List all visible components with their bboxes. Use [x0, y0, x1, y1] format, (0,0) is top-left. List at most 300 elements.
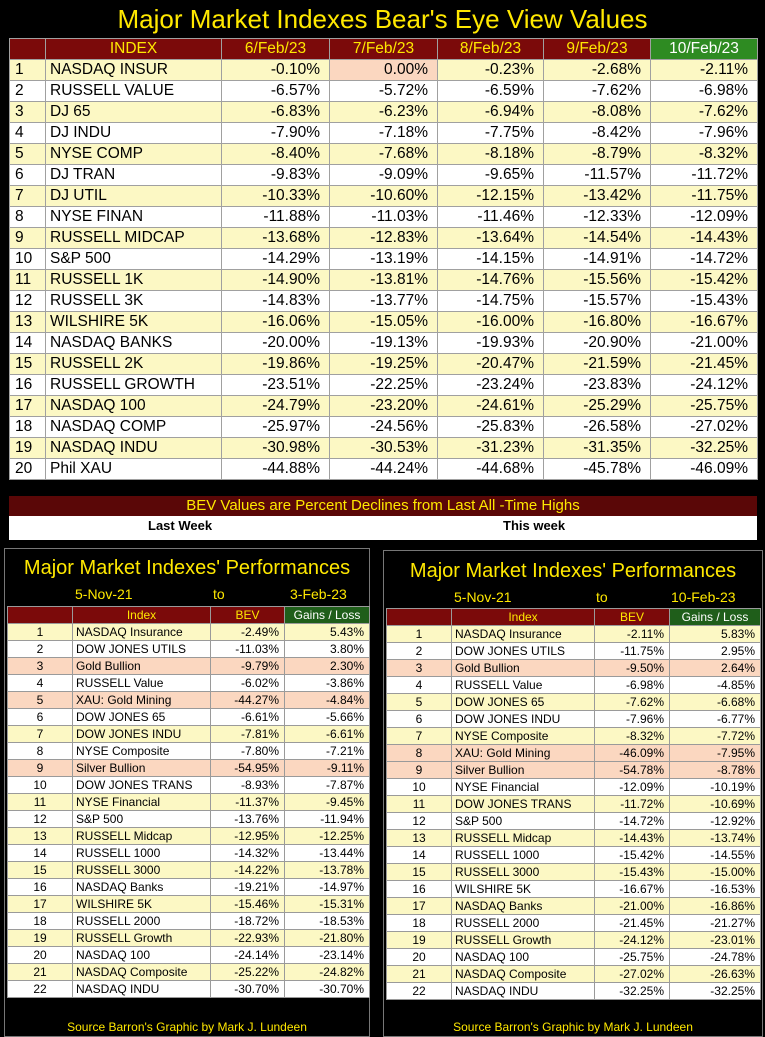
left-to-date: 3-Feb-23	[290, 586, 347, 602]
value-cell: -15.57%	[544, 291, 651, 312]
value-cell: -14.15%	[438, 249, 544, 270]
table-row	[10, 123, 758, 144]
column-header: INDEX	[46, 39, 222, 60]
value-cell: -21.59%	[544, 354, 651, 375]
rank-cell: 7	[10, 186, 46, 207]
table-row	[387, 677, 761, 694]
value-cell: -44.27%	[211, 692, 285, 709]
value-cell: -11.72%	[595, 796, 670, 813]
rank-cell: 4	[10, 123, 46, 144]
value-cell: -14.75%	[438, 291, 544, 312]
table-row	[10, 228, 758, 249]
value-cell: -26.63%	[670, 966, 761, 983]
value-cell: -20.90%	[544, 333, 651, 354]
table-row	[387, 762, 761, 779]
value-cell: -11.72%	[651, 165, 758, 186]
value-cell: -14.32%	[211, 845, 285, 862]
index-name-cell: RUSSELL Growth	[73, 930, 211, 947]
rank-cell: 19	[387, 932, 452, 949]
value-cell: -13.76%	[211, 811, 285, 828]
table-row	[387, 813, 761, 830]
value-cell: -24.61%	[438, 396, 544, 417]
this-week-label: This week	[503, 518, 566, 533]
index-name-cell: NASDAQ Composite	[73, 964, 211, 981]
table-row	[387, 694, 761, 711]
table-row	[10, 459, 758, 480]
table-row	[10, 144, 758, 165]
value-cell: -8.32%	[651, 144, 758, 165]
week-labels	[9, 516, 757, 540]
rank-cell: 21	[8, 964, 73, 981]
column-header: 9/Feb/23	[544, 39, 651, 60]
value-cell: -31.23%	[438, 438, 544, 459]
index-name-cell: RUSSELL 3000	[452, 864, 595, 881]
table-row	[10, 438, 758, 459]
value-cell: -8.78%	[670, 762, 761, 779]
index-name-cell: XAU: Gold Mining	[73, 692, 211, 709]
value-cell: -26.58%	[544, 417, 651, 438]
value-cell: -12.09%	[595, 779, 670, 796]
rank-cell: 20	[387, 949, 452, 966]
index-name-cell: DOW JONES INDU	[452, 711, 595, 728]
value-cell: -12.95%	[211, 828, 285, 845]
value-cell: -25.29%	[544, 396, 651, 417]
index-name-cell: DJ 65	[46, 102, 222, 123]
table-row	[387, 711, 761, 728]
rank-cell: 6	[10, 165, 46, 186]
rank-cell: 11	[10, 270, 46, 291]
rank-cell: 19	[10, 438, 46, 459]
value-cell: -24.12%	[651, 375, 758, 396]
index-name-cell: RUSSELL VALUE	[46, 81, 222, 102]
left-performance-table	[7, 606, 370, 998]
rank-cell: 15	[387, 864, 452, 881]
value-cell: -13.68%	[222, 228, 330, 249]
index-name-cell: RUSSELL 2K	[46, 354, 222, 375]
value-cell: -11.57%	[544, 165, 651, 186]
value-cell: -20.00%	[222, 333, 330, 354]
index-name-cell: NASDAQ INSUR	[46, 60, 222, 81]
value-cell: -24.79%	[222, 396, 330, 417]
value-cell: -5.72%	[330, 81, 438, 102]
value-cell: -6.23%	[330, 102, 438, 123]
column-header: Gains / Loss	[670, 609, 761, 626]
value-cell: -31.35%	[544, 438, 651, 459]
index-name-cell: NYSE Financial	[73, 794, 211, 811]
value-cell: -12.15%	[438, 186, 544, 207]
index-name-cell: NYSE COMP	[46, 144, 222, 165]
value-cell: -7.96%	[651, 123, 758, 144]
value-cell: -14.29%	[222, 249, 330, 270]
value-cell: -16.00%	[438, 312, 544, 333]
rank-cell: 12	[8, 811, 73, 828]
value-cell: -7.95%	[670, 745, 761, 762]
index-name-cell: RUSSELL 2000	[452, 915, 595, 932]
rank-cell: 3	[387, 660, 452, 677]
rank-cell: 3	[10, 102, 46, 123]
value-cell: -15.42%	[595, 847, 670, 864]
index-name-cell: NASDAQ Banks	[452, 898, 595, 915]
value-cell: -9.83%	[222, 165, 330, 186]
table-row	[387, 932, 761, 949]
value-cell: 2.95%	[670, 643, 761, 660]
value-cell: -4.85%	[670, 677, 761, 694]
value-cell: -15.56%	[544, 270, 651, 291]
table-row	[8, 743, 370, 760]
value-cell: -13.74%	[670, 830, 761, 847]
value-cell: -2.11%	[595, 626, 670, 643]
value-cell: -14.72%	[595, 813, 670, 830]
value-cell: -15.42%	[651, 270, 758, 291]
rank-cell: 6	[387, 711, 452, 728]
index-name-cell: RUSSELL 3000	[73, 862, 211, 879]
value-cell: -19.13%	[330, 333, 438, 354]
rank-cell: 22	[387, 983, 452, 1000]
index-name-cell: Gold Bullion	[452, 660, 595, 677]
value-cell: -23.14%	[285, 947, 370, 964]
value-cell: -13.44%	[285, 845, 370, 862]
rank-cell: 10	[10, 249, 46, 270]
rank-cell: 8	[387, 745, 452, 762]
index-name-cell: Silver Bullion	[452, 762, 595, 779]
value-cell: -8.40%	[222, 144, 330, 165]
value-cell: -7.62%	[651, 102, 758, 123]
value-cell: -14.76%	[438, 270, 544, 291]
value-cell: 0.00%	[330, 60, 438, 81]
value-cell: 5.43%	[285, 624, 370, 641]
index-name-cell: RUSSELL 2000	[73, 913, 211, 930]
value-cell: -19.25%	[330, 354, 438, 375]
left-to-word: to	[213, 586, 225, 602]
value-cell: -21.27%	[670, 915, 761, 932]
value-cell: -14.83%	[222, 291, 330, 312]
rank-cell: 6	[8, 709, 73, 726]
value-cell: -46.09%	[595, 745, 670, 762]
rank-cell: 17	[8, 896, 73, 913]
value-cell: -24.82%	[285, 964, 370, 981]
value-cell: -45.78%	[544, 459, 651, 480]
value-cell: -30.53%	[330, 438, 438, 459]
table-row	[8, 675, 370, 692]
column-header: Index	[73, 607, 211, 624]
value-cell: -9.45%	[285, 794, 370, 811]
index-name-cell: RUSSELL GROWTH	[46, 375, 222, 396]
index-name-cell: RUSSELL 3K	[46, 291, 222, 312]
table-row	[387, 830, 761, 847]
value-cell: -16.06%	[222, 312, 330, 333]
table-row	[8, 726, 370, 743]
rank-cell: 18	[8, 913, 73, 930]
value-cell: -6.68%	[670, 694, 761, 711]
value-cell: -8.79%	[544, 144, 651, 165]
rank-cell: 21	[387, 966, 452, 983]
table-row	[387, 643, 761, 660]
main-title: Major Market Indexes Bear's Eye View Values	[117, 4, 648, 34]
index-name-cell: NYSE Composite	[452, 728, 595, 745]
rank-cell: 14	[387, 847, 452, 864]
value-cell: -27.02%	[651, 417, 758, 438]
column-header: BEV	[211, 607, 285, 624]
index-name-cell: S&P 500	[452, 813, 595, 830]
column-header: 7/Feb/23	[330, 39, 438, 60]
index-name-cell: DOW JONES UTILS	[73, 641, 211, 658]
value-cell: -24.56%	[330, 417, 438, 438]
value-cell: -9.09%	[330, 165, 438, 186]
table-row	[10, 312, 758, 333]
value-cell: 5.83%	[670, 626, 761, 643]
value-cell: -13.19%	[330, 249, 438, 270]
value-cell: -25.22%	[211, 964, 285, 981]
value-cell: -23.83%	[544, 375, 651, 396]
rank-cell: 7	[8, 726, 73, 743]
value-cell: -16.86%	[670, 898, 761, 915]
rank-cell: 11	[8, 794, 73, 811]
table-row	[387, 966, 761, 983]
value-cell: -12.09%	[651, 207, 758, 228]
index-name-cell: Phil XAU	[46, 459, 222, 480]
table-row	[8, 947, 370, 964]
value-cell: -21.00%	[595, 898, 670, 915]
rank-cell: 17	[387, 898, 452, 915]
rank-cell: 5	[387, 694, 452, 711]
rank-cell: 16	[387, 881, 452, 898]
value-cell: -32.25%	[595, 983, 670, 1000]
value-cell: -9.79%	[211, 658, 285, 675]
value-cell: -44.68%	[438, 459, 544, 480]
value-cell: -24.78%	[670, 949, 761, 966]
index-name-cell: Gold Bullion	[73, 658, 211, 675]
index-name-cell: RUSSELL Value	[73, 675, 211, 692]
index-name-cell: RUSSELL Value	[452, 677, 595, 694]
value-cell: -21.00%	[651, 333, 758, 354]
rank-cell: 4	[387, 677, 452, 694]
rank-cell: 15	[10, 354, 46, 375]
value-cell: -14.97%	[285, 879, 370, 896]
value-cell: -10.69%	[670, 796, 761, 813]
value-cell: -21.45%	[595, 915, 670, 932]
column-header: 8/Feb/23	[438, 39, 544, 60]
value-cell: -6.59%	[438, 81, 544, 102]
value-cell: -12.25%	[285, 828, 370, 845]
table-row	[8, 709, 370, 726]
value-cell: -0.23%	[438, 60, 544, 81]
rank-cell: 9	[10, 228, 46, 249]
value-cell: -15.46%	[211, 896, 285, 913]
rank-cell: 14	[10, 333, 46, 354]
value-cell: -16.53%	[670, 881, 761, 898]
index-name-cell: NASDAQ Insurance	[73, 624, 211, 641]
value-cell: -25.75%	[651, 396, 758, 417]
value-cell: -25.97%	[222, 417, 330, 438]
rank-cell: 20	[10, 459, 46, 480]
value-cell: -2.49%	[211, 624, 285, 641]
table-row	[10, 270, 758, 291]
index-name-cell: RUSSELL Growth	[452, 932, 595, 949]
value-cell: -9.11%	[285, 760, 370, 777]
value-cell: 3.80%	[285, 641, 370, 658]
value-cell: -8.18%	[438, 144, 544, 165]
value-cell: -6.61%	[285, 726, 370, 743]
left-panel-title: Major Market Indexes' Performances	[23, 557, 351, 579]
value-cell: -6.77%	[670, 711, 761, 728]
value-cell: -44.24%	[330, 459, 438, 480]
value-cell: -7.62%	[595, 694, 670, 711]
value-cell: -14.43%	[595, 830, 670, 847]
table-row	[10, 207, 758, 228]
table-row	[10, 60, 758, 81]
value-cell: -3.86%	[285, 675, 370, 692]
column-header: 6/Feb/23	[222, 39, 330, 60]
table-row	[8, 777, 370, 794]
index-name-cell: WILSHIRE 5K	[73, 896, 211, 913]
value-cell: -11.37%	[211, 794, 285, 811]
value-cell: -6.83%	[222, 102, 330, 123]
index-name-cell: DJ INDU	[46, 123, 222, 144]
table-row	[10, 354, 758, 375]
value-cell: -16.67%	[595, 881, 670, 898]
value-cell: -7.96%	[595, 711, 670, 728]
value-cell: -30.98%	[222, 438, 330, 459]
table-row	[10, 249, 758, 270]
value-cell: -13.64%	[438, 228, 544, 249]
table-row	[8, 624, 370, 641]
right-to-word: to	[596, 589, 608, 605]
table-row	[387, 983, 761, 1000]
rank-cell: 8	[10, 207, 46, 228]
value-cell: -11.75%	[595, 643, 670, 660]
rank-cell: 8	[8, 743, 73, 760]
table-row	[8, 879, 370, 896]
rank-cell: 4	[8, 675, 73, 692]
value-cell: -7.75%	[438, 123, 544, 144]
table-row	[387, 898, 761, 915]
value-cell: -11.03%	[211, 641, 285, 658]
table-row	[8, 930, 370, 947]
value-cell: -7.90%	[222, 123, 330, 144]
value-cell: -6.98%	[651, 81, 758, 102]
index-name-cell: S&P 500	[73, 811, 211, 828]
index-name-cell: NASDAQ INDU	[73, 981, 211, 998]
value-cell: -6.94%	[438, 102, 544, 123]
value-cell: -14.91%	[544, 249, 651, 270]
value-cell: -14.54%	[544, 228, 651, 249]
rank-cell: 15	[8, 862, 73, 879]
value-cell: -14.22%	[211, 862, 285, 879]
index-name-cell: DOW JONES 65	[452, 694, 595, 711]
value-cell: -44.88%	[222, 459, 330, 480]
right-to-date: 10-Feb-23	[671, 589, 736, 605]
value-cell: -14.90%	[222, 270, 330, 291]
index-name-cell: DJ TRAN	[46, 165, 222, 186]
value-cell: -10.60%	[330, 186, 438, 207]
index-name-cell: DOW JONES TRANS	[452, 796, 595, 813]
value-cell: -16.67%	[651, 312, 758, 333]
column-header: Gains / Loss	[285, 607, 370, 624]
index-name-cell: S&P 500	[46, 249, 222, 270]
value-cell: -21.80%	[285, 930, 370, 947]
left-performance-panel	[4, 548, 370, 1037]
table-row	[10, 165, 758, 186]
rank-cell: 16	[8, 879, 73, 896]
index-name-cell: NASDAQ 100	[452, 949, 595, 966]
value-cell: -20.47%	[438, 354, 544, 375]
value-cell: -54.95%	[211, 760, 285, 777]
rank-cell: 2	[387, 643, 452, 660]
value-cell: -10.19%	[670, 779, 761, 796]
table-row	[387, 728, 761, 745]
value-cell: -30.70%	[211, 981, 285, 998]
value-cell: -6.02%	[211, 675, 285, 692]
table-row	[8, 913, 370, 930]
value-cell: -7.72%	[670, 728, 761, 745]
index-name-cell: RUSSELL Midcap	[73, 828, 211, 845]
rank-cell: 12	[387, 813, 452, 830]
table-row	[8, 641, 370, 658]
table-row	[8, 811, 370, 828]
rank-cell: 7	[387, 728, 452, 745]
table-row	[8, 692, 370, 709]
rank-cell: 13	[10, 312, 46, 333]
index-name-cell: DJ UTIL	[46, 186, 222, 207]
value-cell: -6.98%	[595, 677, 670, 694]
index-name-cell: NASDAQ 100	[73, 947, 211, 964]
rank-cell: 5	[8, 692, 73, 709]
right-performance-panel	[383, 550, 763, 1037]
value-cell: -7.21%	[285, 743, 370, 760]
right-source: Source Barron's Graphic by Mark J. Lundeen	[453, 1020, 693, 1034]
value-cell: -19.93%	[438, 333, 544, 354]
table-row	[8, 794, 370, 811]
left-source: Source Barron's Graphic by Mark J. Lundeen	[67, 1020, 307, 1034]
index-name-cell: RUSSELL MIDCAP	[46, 228, 222, 249]
rank-cell: 10	[8, 777, 73, 794]
value-cell: -46.09%	[651, 459, 758, 480]
index-name-cell: Silver Bullion	[73, 760, 211, 777]
table-row	[8, 658, 370, 675]
value-cell: -22.25%	[330, 375, 438, 396]
value-cell: -7.80%	[211, 743, 285, 760]
value-cell: -11.46%	[438, 207, 544, 228]
table-row	[10, 396, 758, 417]
index-name-cell: NASDAQ BANKS	[46, 333, 222, 354]
right-from-date: 5-Nov-21	[454, 589, 512, 605]
value-cell: -0.10%	[222, 60, 330, 81]
rank-cell: 12	[10, 291, 46, 312]
value-cell: -6.57%	[222, 81, 330, 102]
table-row	[10, 102, 758, 123]
value-cell: -7.62%	[544, 81, 651, 102]
rank-cell: 1	[8, 624, 73, 641]
index-name-cell: WILSHIRE 5K	[452, 881, 595, 898]
index-name-cell: NYSE Composite	[73, 743, 211, 760]
rank-cell: 3	[8, 658, 73, 675]
rank-cell: 9	[387, 762, 452, 779]
value-cell: -14.55%	[670, 847, 761, 864]
index-name-cell: DOW JONES UTILS	[452, 643, 595, 660]
value-cell: -12.92%	[670, 813, 761, 830]
table-row	[387, 660, 761, 677]
column-header	[387, 609, 452, 626]
index-name-cell: NYSE FINAN	[46, 207, 222, 228]
value-cell: -30.70%	[285, 981, 370, 998]
value-cell: -7.18%	[330, 123, 438, 144]
table-row	[8, 981, 370, 998]
value-cell: -15.43%	[651, 291, 758, 312]
value-cell: -11.75%	[651, 186, 758, 207]
value-cell: -8.08%	[544, 102, 651, 123]
value-cell: -23.24%	[438, 375, 544, 396]
value-cell: -13.78%	[285, 862, 370, 879]
